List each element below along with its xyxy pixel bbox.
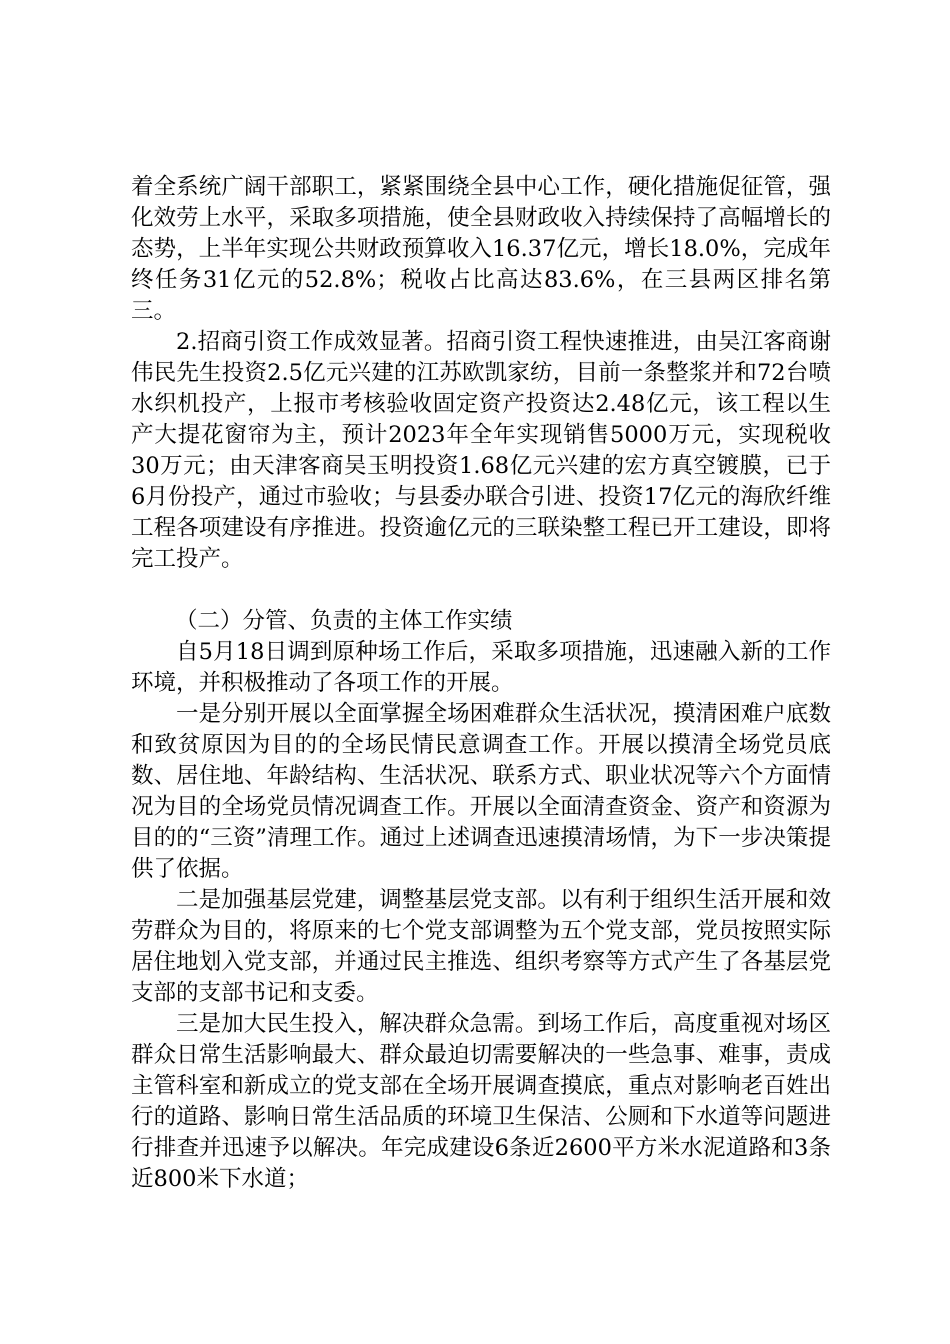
paragraph-intro: 自5月18日调到原种场工作后，采取多项措施，迅速融入新的工作环境，并积极推动了各项工作的开展。 bbox=[131, 639, 831, 696]
document-body bbox=[131, 172, 831, 1195]
section-heading: （二）分管、负责的主体工作实绩 bbox=[175, 608, 513, 634]
paragraph-item-two: 二是加强基层党建，调整基层党支部。以有利于组织生活开展和效劳群众为目的，将原来的七个党支部调整为五个党支部，党员按照实际居住地划入党支部，并通过民主推选、组织考察等方式产生了各基层党支部的支部书记和支委。 bbox=[131, 887, 831, 1006]
paragraph-spacer bbox=[131, 575, 831, 606]
paragraph-item-three: 三是加大民生投入，解决群众急需。到场工作后，高度重视对场区群众日常生活影响最大、群众最迫切需要解决的一些急事、难事，责成主管科室和新成立的党支部在全场开展调查摸底，重点对影响老百姓出行的道路、影响日常生活品质的环境卫生保洁、公厕和下水道等问题进行排查并迅速予以解决。年完成建设6条近2600平方米水泥道路和3条近800米下水道； bbox=[131, 1011, 831, 1192]
paragraph-item-one: 一是分别开展以全面掌握全场困难群众生活状况，摸清困难户底数和致贫原因为目的的全场民情民意调查工作。开展以摸清全场党员底数、居住地、年龄结构、生活状况、联系方式、职业状况等六个方面情况为目的全场党员情况调查工作。开展以全面清查资金、资产和资源为目的的“三资”清理工作。通过上述调查迅速摸清场情，为下一步决策提供了依据。 bbox=[131, 701, 831, 882]
paragraph-fiscal-revenue: 着全系统广阔干部职工，紧紧围绕全县中心工作，硬化措施促征管，强化效劳上水平，采取多项措施，使全县财政收入持续保持了高幅增长的态势，上半年实现公共财政预算收入16.37亿元，增长18.0%，完成年终任务31亿元的52.8%；税收占比高达83.6%，在三县两区排名第三。 bbox=[131, 174, 831, 324]
paragraph-investment-attraction: 2.招商引资工作成效显著。招商引资工程快速推进，由吴江客商谢伟民先生投资2.5亿元兴建的江苏欧凯家纺，目前一条整浆并和72台喷水织机投产，上报市考核验收固定资产投资达2.48亿元，该工程以生产大提花窗帘为主，预计2023年全年实现销售5000万元，实现税收30万元；由天津客商吴玉明投资1.68亿元兴建的宏方真空镀膜，已于6月份投产，通过市验收；与县委办联合引进、投资17亿元的海欣纤维工程各项建设有序推进。投资逾亿元的三联染整工程已开工建设，即将完工投产。 bbox=[131, 329, 831, 572]
